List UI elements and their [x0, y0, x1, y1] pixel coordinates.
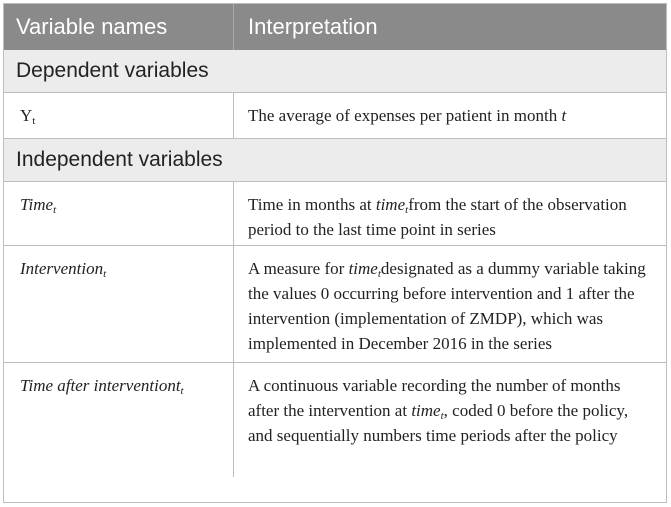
interpretation-text: The average of expenses per patient in month [248, 106, 562, 125]
variable-name: Time [20, 195, 54, 214]
variable-subscript: t [53, 204, 57, 216]
interpretation-text: designated as a dummy variable taking the values 0 occurring before intervention and 1 after the intervention (implementation of ZMDP), which was implemented in December 2016 in the series [248, 259, 646, 353]
interpretation-text: A measure for [248, 259, 349, 278]
table-row [4, 93, 666, 139]
table-row [4, 363, 666, 477]
interpretation-text: from the start of the observation period to the last time point in series [248, 195, 627, 239]
interpretation-variable: time [375, 195, 406, 214]
header-cell-interpretation [234, 4, 666, 50]
interpretation-cell [234, 182, 666, 245]
section-label: Independent variables [4, 139, 666, 181]
variable-subscript: t [32, 115, 36, 127]
interpretation-subscript: t [405, 204, 409, 216]
variable-name-cell [4, 182, 234, 245]
header-label: Variable names [16, 14, 168, 39]
interpretation-variable: t [561, 106, 567, 125]
interpretation-variable: time [411, 401, 441, 420]
variable-name-cell [4, 363, 234, 477]
table-row [4, 246, 666, 363]
variable-subscript: t [103, 268, 107, 280]
interpretation-text: Time in months at [248, 195, 376, 214]
variable-name: Y [20, 106, 33, 125]
variable-subscript: t [180, 385, 184, 397]
header-cell-variable-names [4, 4, 234, 50]
variable-name: Intervention [20, 259, 104, 278]
interpretation-cell [234, 246, 666, 362]
interpretation-text: , coded 0 before the policy, and sequentially numbers time periods after the policy [248, 401, 629, 445]
section-row-independent [4, 139, 666, 182]
variables-table [3, 3, 667, 503]
table-row [4, 182, 666, 246]
variable-name-cell [4, 93, 234, 138]
interpretation-cell [234, 363, 666, 477]
variable-name: Time after interventiont [20, 376, 181, 395]
interpretation-subscript: t [440, 410, 444, 422]
section-row-dependent [4, 50, 666, 93]
table-header [4, 4, 666, 50]
interpretation-variable: time [348, 259, 378, 278]
interpretation-cell [234, 93, 666, 138]
section-label: Dependent variables [4, 50, 666, 92]
interpretation-text: A continuous variable recording the number of months after the intervention at [248, 376, 621, 420]
variable-name-cell [4, 246, 234, 362]
interpretation-subscript: t [377, 268, 381, 280]
header-label: Interpretation [248, 14, 378, 39]
